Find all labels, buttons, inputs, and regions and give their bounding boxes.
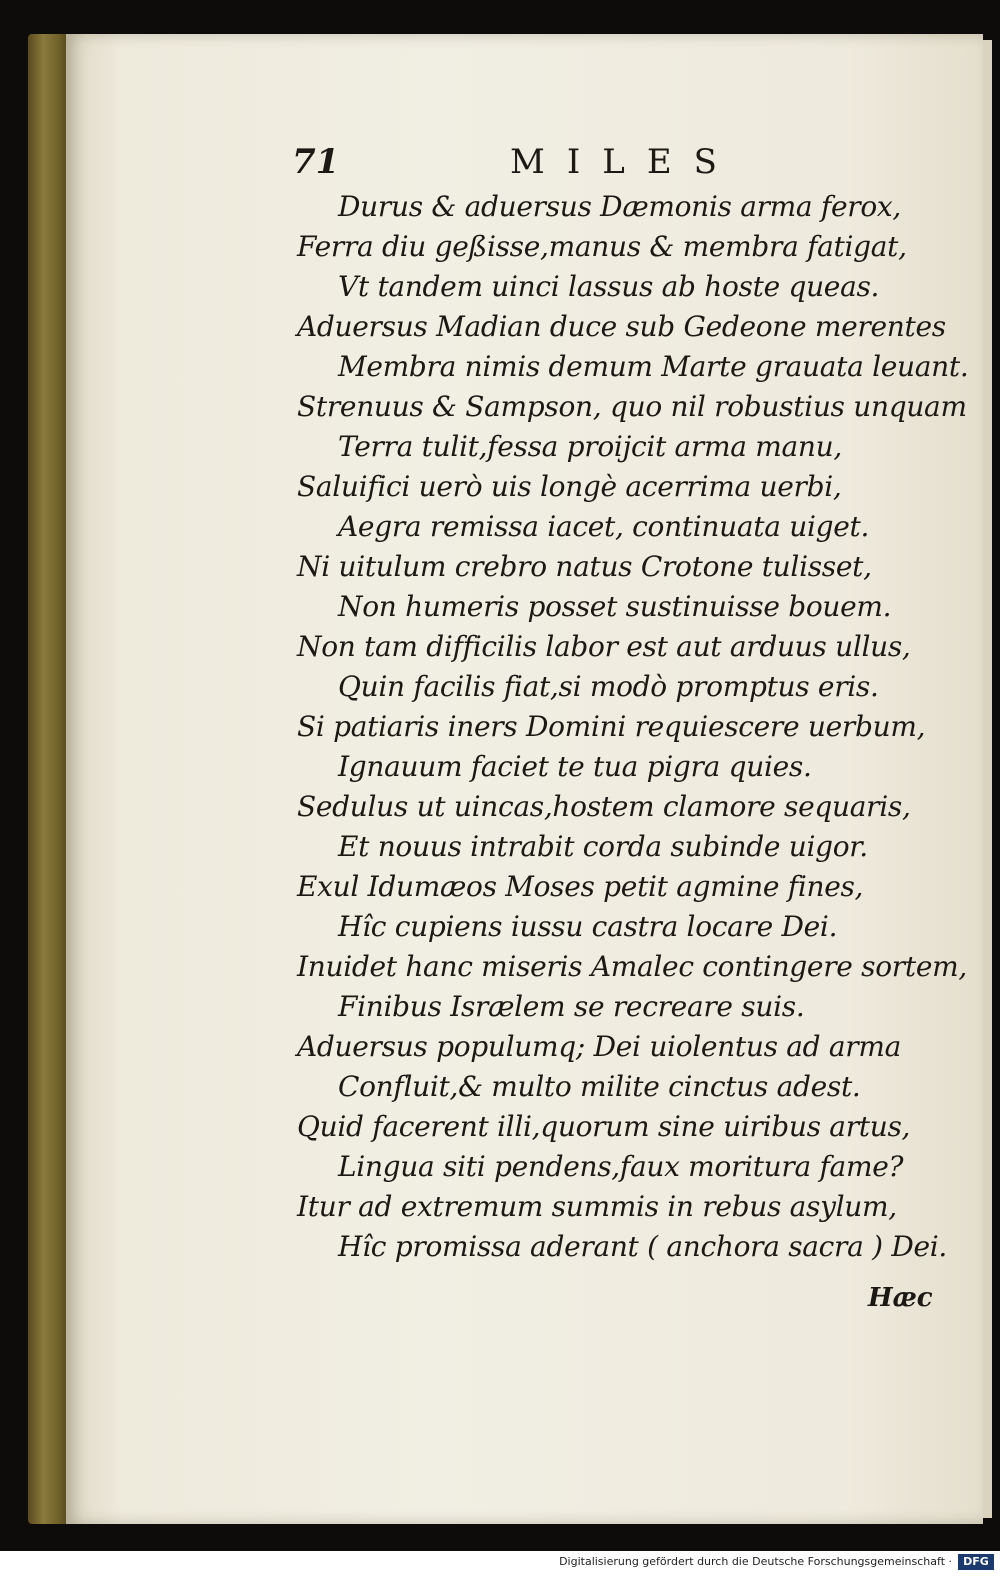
verse-line: Sedulus ut uincas,hostem clamore sequaris, [297, 790, 911, 823]
verse-line: Si patiaris iners Domini requiescere uerbum, [297, 710, 926, 743]
verse-line: Quid facerent illi,quorum sine uiribus artus, [297, 1110, 911, 1143]
verse-line: Quin facilis fiat,si modò promptus eris. [338, 670, 879, 703]
verse-line: Confluit,& multo milite cinctus adest. [338, 1070, 861, 1103]
verse-line: Ignauum faciet te tua pigra quies. [338, 750, 812, 783]
verse-line: Finibus Isrælem se recreare suis. [338, 990, 805, 1023]
dfg-logo: DFG [958, 1554, 994, 1570]
verse-line: Aegra remissa iacet, continuata uiget. [338, 510, 870, 543]
verse-line: Membra nimis demum Marte grauata leuant. [338, 350, 969, 383]
verse-line: Inuidet hanc miseris Amalec contingere sortem, [297, 950, 967, 983]
catchword: Hæc [868, 1283, 933, 1313]
verse-line: Exul Idumæos Moses petit agmine fines, [297, 870, 864, 903]
verse-line: Hîc cupiens iussu castra locare Dei. [338, 910, 838, 943]
verse-line: Terra tulit,fessa proijcit arma manu, [338, 430, 842, 463]
verse-line: Durus & aduersus Dæmonis arma ferox, [338, 190, 901, 223]
verse-line: Ni uitulum crebro natus Crotone tulisset, [297, 550, 872, 583]
verse-line: Itur ad extremum summis in rebus asylum, [297, 1190, 897, 1223]
verse-line: Aduersus Madian duce sub Gedeone merentes [297, 310, 946, 343]
verse-line: Lingua siti pendens,faux moritura fame? [338, 1150, 904, 1183]
verse-line: Et nouus intrabit corda subinde uigor. [338, 830, 868, 863]
verse-line: Vt tandem uinci lassus ab hoste queas. [338, 270, 880, 303]
verse-line: Saluifici uerò uis longè acerrima uerbi, [297, 470, 842, 503]
running-head: MILES [510, 142, 739, 182]
verse-line: Strenuus & Sampson, quo nil robustius unquam [297, 390, 967, 423]
verse-line: Hîc promissa aderant ( anchora sacra ) Dei. [338, 1230, 948, 1263]
verse-line: Ferra diu geßisse,manus & membra fatigat, [297, 230, 907, 263]
footer-credit: Digitalisierung gefördert durch die Deutsche Forschungsgemeinschaft · [559, 1555, 952, 1568]
verse-line: Non tam difficilis labor est aut arduus ullus, [297, 630, 911, 663]
verse-line: Non humeris posset sustinuisse bouem. [338, 590, 892, 623]
verse-line: Aduersus populumq; Dei uiolentus ad arma [297, 1030, 902, 1063]
page-number: 71 [292, 142, 340, 182]
